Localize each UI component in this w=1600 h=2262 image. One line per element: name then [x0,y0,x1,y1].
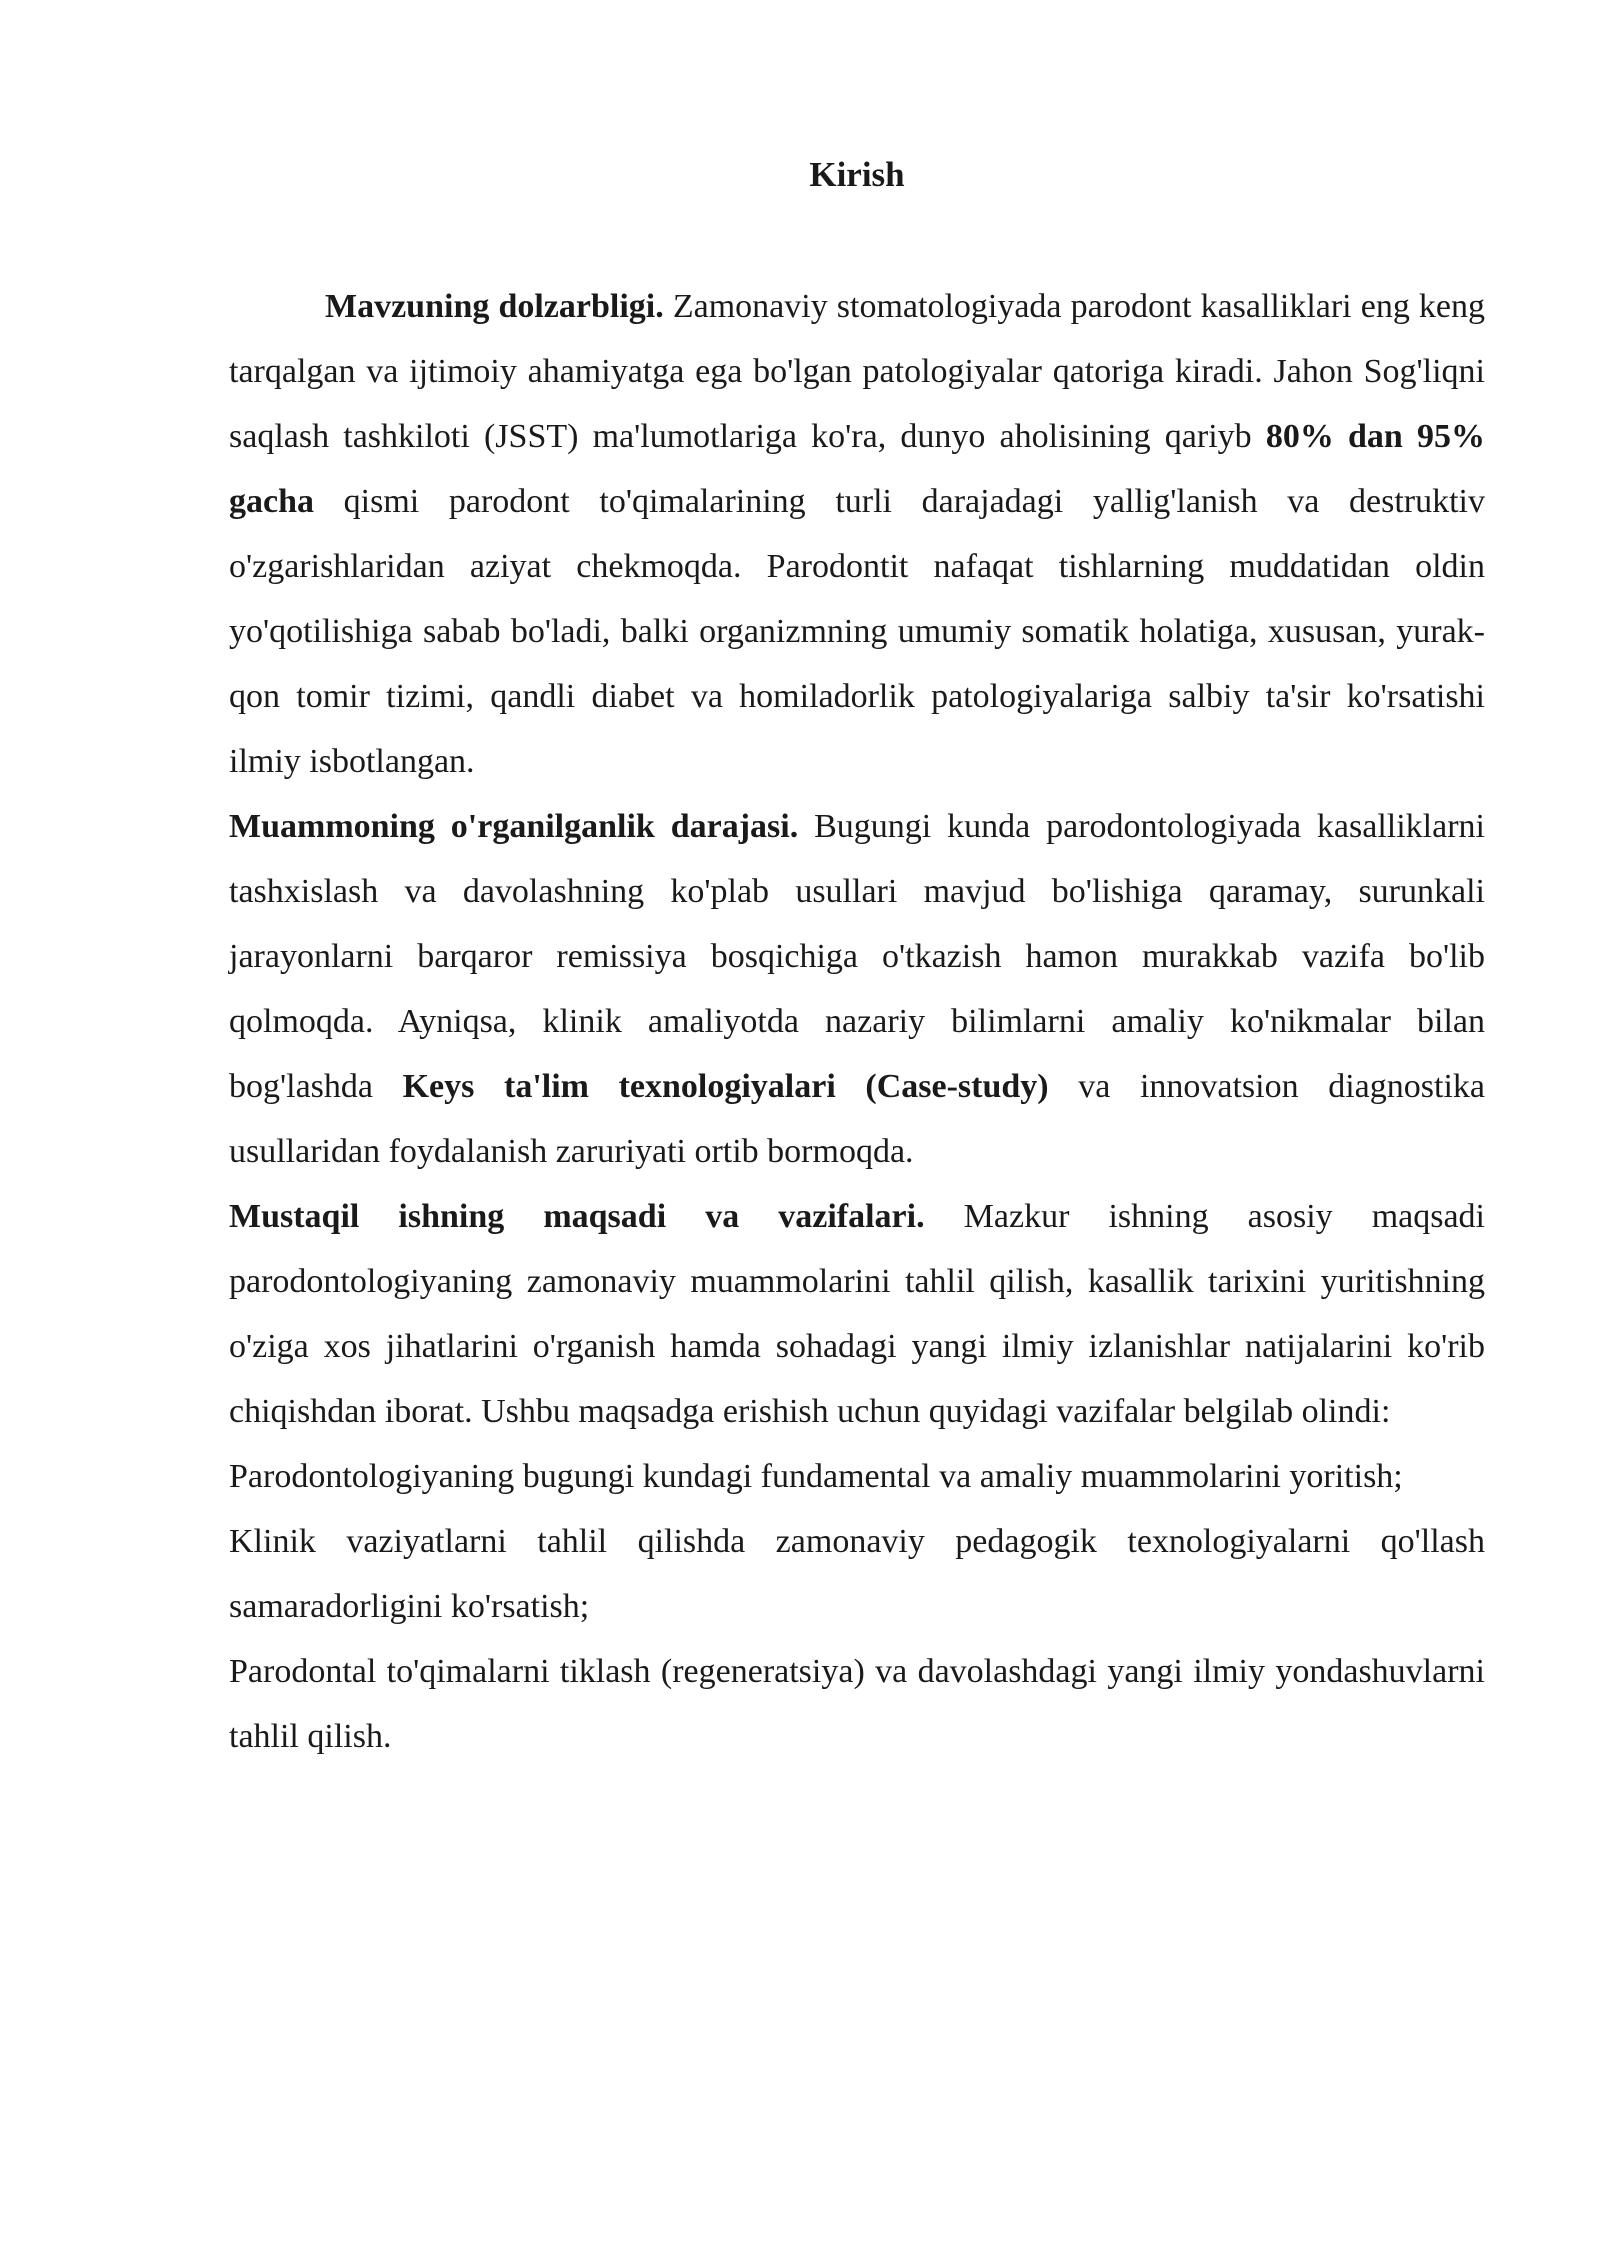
bold-text: 80% dan 95% gacha [229,418,1485,520]
task-item: Parodontal to'qimalarni tiklash (regeneratsiya) va davolashdagi yangi ilmiy yondashuvlarni tahlil qilish. [229,1653,1485,1755]
paragraph-text: Zamonaviy stomatologiyada parodont kasalliklari eng keng tarqalgan va ijtimoiy ahamiyatga ega bo'lgan patologiyalar qatoriga kiradi. Jahon Sog'liqni saqlash tashkiloti (JSST) ma'lumotlariga ko'ra, dunyo aholisining qariyb [229,288,1486,455]
paragraph-study-degree [229,794,1485,1184]
paragraph-relevance [229,274,1485,794]
paragraph-text: Bugungi kunda parodontologiyada kasalliklarni tashxislash va davolashning ko'plab usullari mavjud bo'lishiga qaramay, surunkali jarayonlarni barqaror remissiya bosqichiga o'tkazish hamon murakkab vazifa bo'lib qolmoqda. Ayniqsa, klinik amaliyotda nazariy bilimlarni amaliy ko'nikmalar bilan bog'lashda [229,808,1485,1105]
paragraph-text: Mazkur ishning asosiy maqsadi parodontologiyaning zamonaviy muammolarini tahlil qilish, kasallik tarixini yuritishning o'ziga xos jihatlarini o'rganish hamda sohadagi yangi ilmiy izlanishlar natijalarini ko'rib chiqishdan iborat. Ushbu maqsadga erishish uchun quyidagi vazifalar belgilab olindi: [229,1198,1486,1430]
paragraph-goals [229,1184,1485,1444]
bold-text: Keys ta'lim texnologiyalari (Case-study) [402,1068,1049,1105]
paragraph-heading: Mustaqil ishning maqsadi va vazifalari. [229,1198,925,1235]
document-page [229,140,1485,1769]
paragraph-text: va innovatsion diagnostika usullaridan foydalanish zaruriyati ortib bormoqda. [229,1068,1485,1170]
paragraph-heading: Muammoning o'rganilganlik darajasi. [229,808,799,845]
paragraph-text: qismi parodont to'qimalarining turli darajadagi yallig'lanish va destruktiv o'zgarishlaridan aziyat chekmoqda. Parodontit nafaqat tishlarning muddatidan oldin yo'qotilishiga sabab bo'ladi, balki organizmning umumiy somatik holatiga, xususan, yurak-qon tomir tizimi, qandli diabet va homiladorlik patologiyalariga salbiy ta'sir ko'rsatishi ilmiy isbotlangan. [229,483,1485,780]
task-item: Parodontologiyaning bugungi kundagi fundamental va amaliy muammolarini yoritish; [229,1458,1403,1495]
paragraph-heading: Mavzuning dolzarbligi. [325,288,664,325]
task-item: Klinik vaziyatlarni tahlil qilishda zamonaviy pedagogik texnologiyalarni qo'llash samaradorligini ko'rsatish; [229,1523,1485,1625]
page-title: Kirish [809,155,905,194]
